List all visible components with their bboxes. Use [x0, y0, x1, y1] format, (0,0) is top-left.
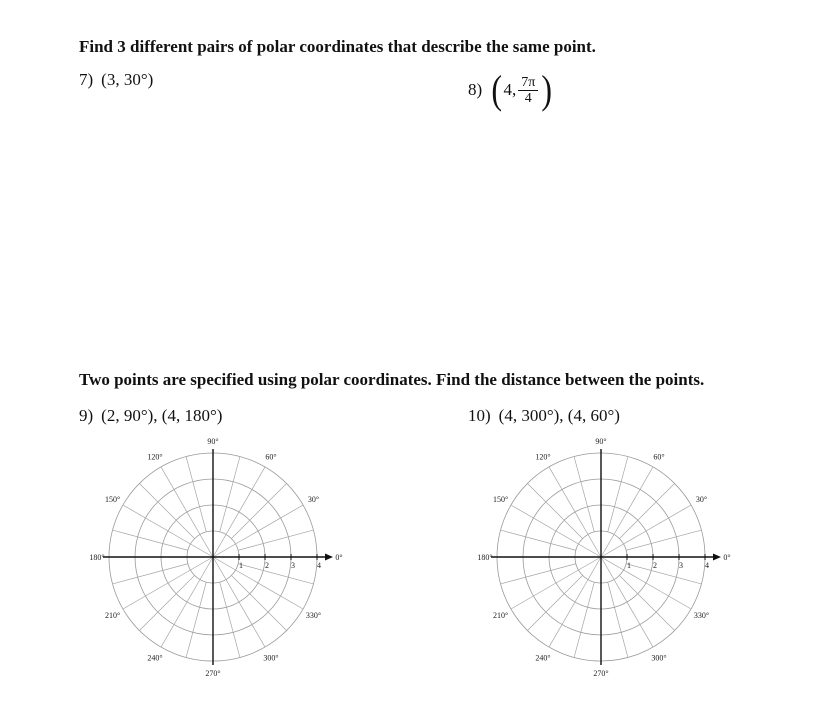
problem-number: 7) [79, 70, 94, 89]
grid-ray [213, 505, 303, 557]
angle-label: 0° [335, 553, 343, 562]
coordinate-r: 4, [503, 80, 517, 99]
angle-label: 300° [263, 653, 279, 663]
angle-label: 150° [104, 495, 121, 504]
radius-label: 1 [239, 561, 243, 570]
angle-label: 270° [593, 669, 609, 678]
grid-ray [123, 557, 213, 609]
grid-ray [601, 557, 653, 647]
angle-label: 180° [89, 553, 105, 562]
problem-number: 9) [79, 406, 94, 425]
angle-label: 240° [147, 653, 163, 663]
grid-ray [161, 557, 213, 647]
grid-ray [123, 505, 213, 557]
grid-ray [608, 582, 628, 657]
problem-text: (4, 300°), (4, 60°) [498, 406, 620, 425]
grid-ray [574, 457, 594, 532]
grid-ray [186, 457, 206, 532]
radius-label: 2 [265, 561, 269, 570]
grid-ray [608, 457, 628, 532]
section-1-heading: Find 3 different pairs of polar coordinates that describe the same point. [79, 37, 596, 56]
problem-9 [79, 406, 222, 426]
problem-8 [468, 67, 554, 112]
grid-ray [549, 467, 601, 557]
grid-ray [238, 564, 313, 584]
grid-ray [238, 530, 313, 550]
grid-ray [213, 557, 303, 609]
polar-grid-problem-9 [70, 430, 370, 690]
radius-label: 1 [627, 561, 631, 570]
angle-label: 30° [307, 495, 320, 504]
problem-number: 10) [468, 406, 491, 425]
problem-text: (3, 30°) [101, 70, 154, 89]
angle-label: 210° [492, 611, 509, 620]
grid-ray [213, 557, 265, 647]
problem-7 [79, 70, 153, 90]
angle-label: 300° [651, 653, 667, 663]
angle-label: 60° [653, 452, 665, 462]
grid-ray [549, 557, 601, 647]
grid-ray [220, 457, 240, 532]
angle-label: 60° [265, 452, 277, 462]
radius-label: 3 [679, 561, 683, 570]
grid-ray [601, 557, 691, 609]
problem-text: (2, 90°), (4, 180°) [101, 406, 223, 425]
grid-ray [501, 564, 576, 584]
grid-ray [113, 530, 188, 550]
problem-10 [468, 406, 620, 426]
grid-ray [220, 582, 240, 657]
grid-ray [601, 467, 653, 557]
angle-label: 120° [535, 452, 551, 462]
angle-label: 30° [695, 495, 708, 504]
grid-ray [213, 467, 265, 557]
angle-label: 330° [305, 611, 322, 620]
angle-label: 0° [723, 553, 731, 562]
problem-number: 8) [468, 80, 483, 99]
grid-ray [626, 564, 701, 584]
axis-arrow [713, 554, 721, 561]
angle-label: 270° [205, 669, 221, 678]
left-paren: ( [491, 67, 503, 112]
grid-ray [161, 467, 213, 557]
axis-arrow [325, 554, 333, 561]
grid-ray [574, 582, 594, 657]
angle-label: 120° [147, 452, 163, 462]
angle-label: 210° [104, 611, 121, 620]
grid-ray [511, 557, 601, 609]
fraction-numerator: 7π [521, 74, 536, 90]
radius-label: 2 [653, 561, 657, 570]
angle-label: 90° [595, 437, 607, 446]
right-paren: ) [541, 67, 553, 112]
section-2-heading: Two points are specified using polar coordinates. Find the distance between the points. [79, 370, 705, 389]
radius-label: 4 [705, 561, 709, 570]
grid-ray [511, 505, 601, 557]
angle-label: 240° [535, 653, 551, 663]
radius-label: 3 [291, 561, 295, 570]
grid-ray [601, 505, 691, 557]
grid-ray [186, 582, 206, 657]
polar-grid-problem-10 [458, 430, 758, 690]
angle-label: 330° [693, 611, 710, 620]
angle-fraction [518, 75, 538, 106]
angle-label: 180° [477, 553, 493, 562]
angle-label: 90° [207, 437, 219, 446]
grid-ray [626, 530, 701, 550]
radius-label: 4 [317, 561, 321, 570]
fraction-denominator: 4 [524, 90, 532, 106]
angle-label: 150° [492, 495, 509, 504]
grid-ray [113, 564, 188, 584]
grid-ray [501, 530, 576, 550]
